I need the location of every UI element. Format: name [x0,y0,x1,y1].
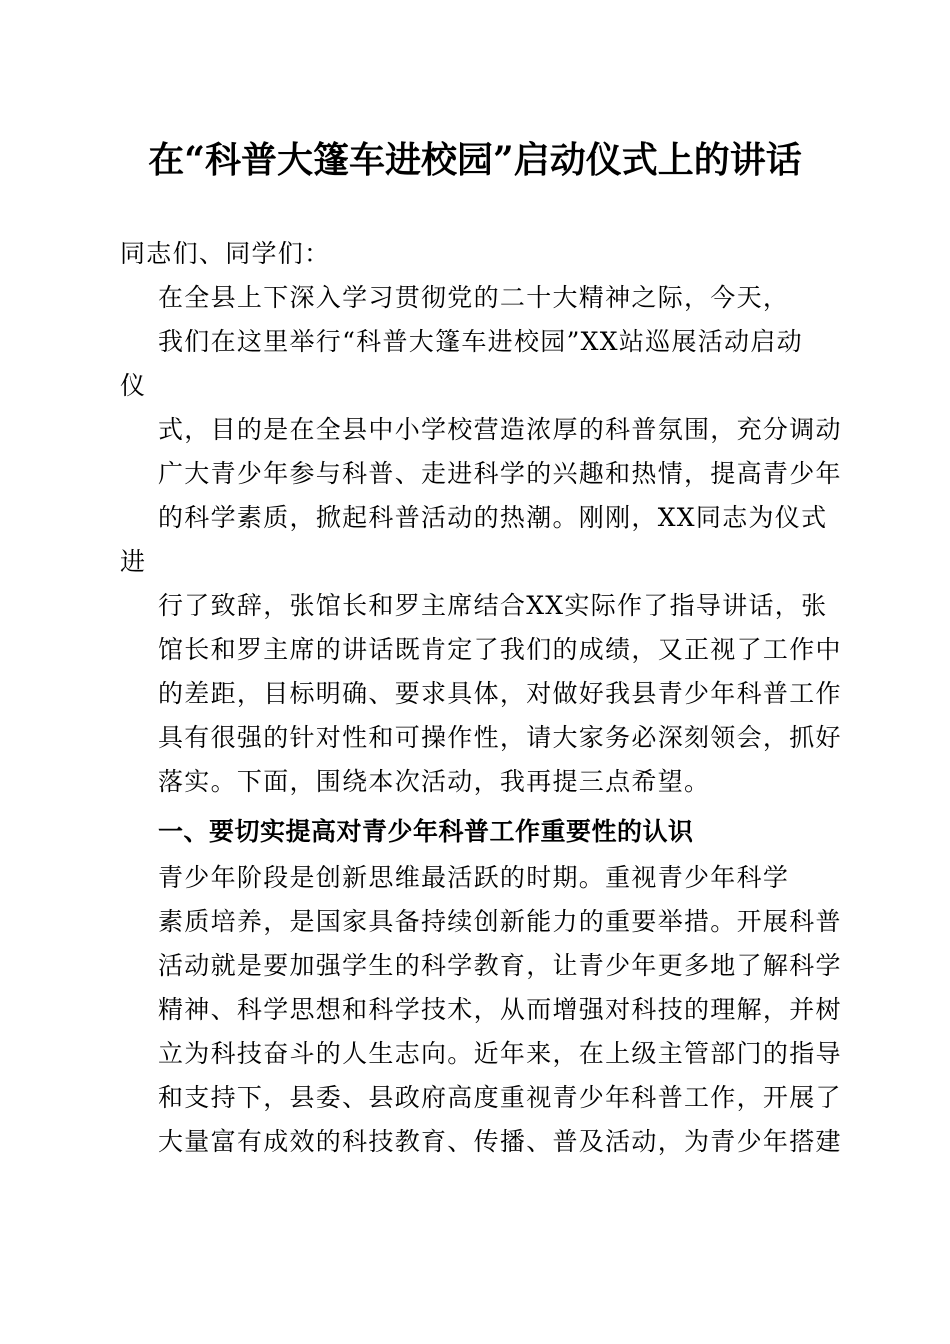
salutation: 同志们、同学们： [120,239,331,268]
paragraph-line: 大量富有成效的科技教育、传播、普及活动，为青少年搭建 [158,1127,842,1156]
paragraph-line: 落实。下面，围绕本次活动，我再提三点希望。 [158,767,711,796]
paragraph-line: 的差距，目标明确、要求具体，对做好我县青少年科普工作 [158,679,842,708]
paragraph-line: 的科学素质，掀起科普活动的热潮。刚刚，XX同志为仪式 [158,503,828,532]
paragraph-line: 素质培养，是国家具备持续创新能力的重要举措。开展科普 [158,907,842,936]
paragraph-line: 在全县上下深入学习贯彻党的二十大精神之际，今天， [158,283,790,312]
paragraph-line: 活动就是要加强学生的科学教育，让青少年更多地了解科学 [158,951,842,980]
document-title: 在“科普大篷车进校园”启动仪式上的讲话 [148,139,802,181]
paragraph-line: 仪 [120,371,147,400]
section-heading: 一、要切实提高对青少年科普工作重要性的认识 [158,817,694,846]
paragraph-line: 式，目的是在全县中小学校营造浓厚的科普氛围，充分调动 [158,415,842,444]
paragraph-line: 和支持下，县委、县政府高度重视青少年科普工作，开展了 [158,1083,842,1112]
paragraph-line: 我们在这里举行“科普大篷车进校园”XX站巡展活动启动 [158,327,803,356]
paragraph-line: 具有很强的针对性和可操作性，请大家务必深刻领会，抓好 [158,723,842,752]
paragraph-line: 行了致辞，张馆长和罗主席结合XX实际作了指导讲话，张 [158,591,828,620]
paragraph-line: 馆长和罗主席的讲话既肯定了我们的成绩，又正视了工作中 [158,635,842,664]
paragraph-line: 进 [120,547,147,576]
paragraph-line: 立为科技奋斗的人生志向。近年来，在上级主管部门的指导 [158,1039,842,1068]
paragraph-line: 青少年阶段是创新思维最活跃的时期。重视青少年科学 [158,863,790,892]
paragraph-line: 精神、科学思想和科学技术，从而增强对科技的理解，并树 [158,995,842,1024]
paragraph-line: 广大青少年参与科普、走进科学的兴趣和热情，提高青少年 [158,459,842,488]
